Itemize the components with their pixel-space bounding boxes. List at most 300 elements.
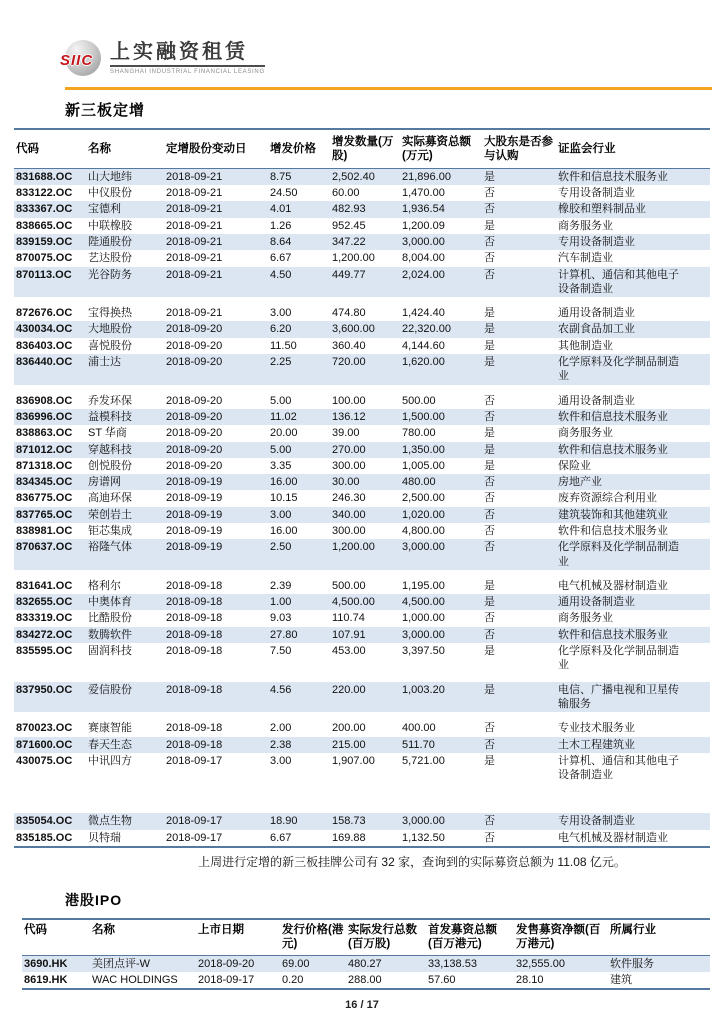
table-cell: 是 (484, 754, 495, 767)
column-header: 定增股份变动日 (164, 129, 268, 168)
table-cell: 480.00 (400, 474, 482, 490)
table-cell: 220.00 (330, 682, 400, 713)
table-cell: 计算机、通信和其他电子设备制造业 (558, 754, 679, 782)
table-cell: 833122.OC (16, 187, 73, 200)
table-cell: 4,144.60 (402, 339, 445, 352)
table-cell: 1,907.00 (332, 754, 375, 767)
table-cell: 16.00 (268, 474, 330, 490)
table-cell: 11.02 (268, 409, 330, 425)
table-cell: 2018-09-20 (164, 321, 268, 337)
table-cell: 格利尔 (88, 579, 121, 592)
table-cell: 5.00 (270, 394, 292, 407)
table-cell: 835185.OC (16, 831, 73, 844)
table-cell: 1,195.00 (402, 579, 445, 592)
table-cell: 839159.OC (14, 234, 86, 250)
table-cell: 169.88 (332, 831, 366, 844)
table-cell: 7.50 (270, 645, 292, 658)
table-cell: 836440.OC (14, 354, 86, 385)
table-cell: 870075.OC (16, 252, 73, 265)
letterhead (60, 38, 710, 90)
table-cell: 是 (482, 442, 556, 458)
table-cell: 专业技术服务业 (558, 722, 635, 735)
table-cell: 4.01 (268, 201, 330, 217)
table-cell: 是 (484, 459, 495, 472)
table-row (14, 474, 710, 490)
table-cell: 4.50 (268, 267, 330, 298)
table-cell: 春天生态 (86, 737, 164, 753)
table-row (14, 490, 710, 506)
table-cell: 2018-09-18 (166, 722, 223, 735)
table-cell: 贝特瑞 (88, 831, 121, 844)
table-cell: 否 (484, 722, 495, 735)
table-cell: 乔发环保 (88, 394, 132, 407)
table-cell: 房地产业 (556, 474, 710, 490)
table-cell: 1,424.40 (402, 307, 445, 320)
table-cell: 4,800.00 (402, 524, 445, 537)
table-cell: WAC HOLDINGS (92, 974, 178, 987)
table-cell: 2.50 (268, 539, 330, 570)
table-cell: 2,024.00 (400, 267, 482, 298)
table-cell: 创悦股份 (88, 459, 132, 472)
table-cell: 720.00 (330, 354, 400, 385)
table-cell: 农副食品加工业 (556, 321, 710, 337)
company-name-block (110, 41, 265, 75)
table-cell: 838981.OC (16, 524, 73, 537)
table-cell: 8.75 (268, 168, 330, 185)
table-cell: 2018-09-19 (164, 539, 268, 570)
table-cell: 软件和信息技术服务业 (556, 409, 710, 425)
spacer-row (14, 783, 710, 813)
column-header: 上市日期 (196, 919, 280, 955)
table-cell: 832655.OC (14, 594, 86, 610)
table-row (14, 425, 710, 441)
table-cell: 24.50 (270, 187, 298, 200)
table-cell: 房谱网 (86, 474, 164, 490)
table-cell: 340.00 (330, 507, 400, 523)
table-cell: 480.27 (346, 955, 426, 972)
table-cell: 871012.OC (14, 442, 86, 458)
table-cell: 2018-09-18 (166, 612, 223, 625)
table-cell: 2018-09-19 (166, 492, 223, 505)
table-cell: 836908.OC (16, 394, 73, 407)
table-row (14, 507, 710, 523)
table-cell: 22,320.00 (400, 321, 482, 337)
table-cell: 电气机械及器材制造业 (558, 831, 668, 844)
table-cell: 831641.OC (16, 579, 73, 592)
table-cell: 60.00 (332, 187, 360, 200)
table-cell: 橡胶和塑料制品业 (556, 201, 710, 217)
placement-table-head (14, 129, 710, 168)
table-cell: 废弃资源综合利用业 (558, 492, 657, 505)
table-cell: 1,500.00 (400, 409, 482, 425)
table-cell: 否 (482, 267, 556, 298)
table-cell: 4.56 (268, 682, 330, 713)
table-row (14, 627, 710, 643)
table-cell: 300.00 (332, 459, 366, 472)
table-cell: 4,500.00 (330, 594, 400, 610)
table-cell: 是 (482, 321, 556, 337)
table-cell: 否 (484, 524, 495, 537)
placement-table (14, 128, 710, 848)
table-cell: 2018-09-20 (196, 955, 280, 972)
table-cell: 赛康智能 (88, 722, 132, 735)
table-cell: 否 (484, 394, 495, 407)
table-cell: 浦士达 (86, 354, 164, 385)
table-cell: 陛通股份 (86, 234, 164, 250)
table-cell: 计算机、通信和其他电子设备制造业 (556, 267, 710, 298)
table-row (14, 813, 710, 829)
table-cell: 870023.OC (16, 722, 73, 735)
table-cell: 836996.OC (14, 409, 86, 425)
table-cell: 2018-09-19 (164, 474, 268, 490)
table-cell: 1,200.09 (402, 219, 445, 232)
table-cell: 136.12 (330, 409, 400, 425)
table-cell: 美团点评-W (90, 955, 196, 972)
table-cell: 微点生物 (86, 813, 164, 829)
table-cell: 是 (484, 427, 495, 440)
table-cell: 158.73 (330, 813, 400, 829)
table-cell: 2.39 (270, 579, 292, 592)
table-cell: 2,502.40 (330, 168, 400, 185)
column-header: 名称 (86, 129, 164, 168)
table-cell: 否 (484, 187, 495, 200)
table-cell: 商务服务业 (558, 427, 613, 440)
table-cell: 870113.OC (14, 267, 86, 298)
table-cell: 商务服务业 (558, 612, 613, 625)
table-cell: 化学原料及化学制品制造业 (556, 539, 710, 570)
table-cell: 2018-09-18 (164, 737, 268, 753)
section-title-placement: 新三板定增 (65, 102, 146, 119)
ipo-table-body (22, 955, 710, 989)
table-cell: 20.00 (270, 427, 298, 440)
table-cell: 3,000.00 (400, 234, 482, 250)
table-cell: 836775.OC (16, 492, 73, 505)
table-cell: 2018-09-21 (164, 201, 268, 217)
table-cell: 33,138.53 (426, 955, 514, 972)
table-cell: ST 华商 (88, 427, 127, 440)
table-row (14, 830, 710, 847)
table-cell: 艺达股份 (88, 252, 132, 265)
table-cell: 288.00 (348, 974, 382, 987)
table-row (22, 955, 710, 972)
table-cell: 8.64 (268, 234, 330, 250)
table-cell: 否 (482, 627, 556, 643)
table-cell: 360.40 (332, 339, 366, 352)
table-cell: 2018-09-21 (166, 252, 223, 265)
column-header: 所属行业 (608, 919, 710, 955)
table-cell: 347.22 (330, 234, 400, 250)
table-cell: 430034.OC (14, 321, 86, 337)
spacer-row (14, 712, 710, 720)
table-row (14, 338, 710, 354)
table-cell: 专用设备制造业 (558, 187, 635, 200)
table-cell: 否 (484, 252, 495, 265)
table-cell: 3.00 (270, 307, 292, 320)
table-cell: 482.93 (330, 201, 400, 217)
table-cell: 3.00 (270, 754, 292, 767)
table-cell: 110.74 (332, 612, 365, 625)
table-cell: 2.38 (268, 737, 330, 753)
table-cell: 5.00 (268, 442, 330, 458)
table-cell: 3,397.50 (402, 645, 445, 658)
company-name-cn: 上实融资租赁 (110, 41, 265, 67)
table-cell: 大地股份 (86, 321, 164, 337)
table-cell: 2018-09-17 (166, 831, 223, 844)
table-cell: 爱信股份 (86, 682, 164, 713)
table-cell: 3690.HK (22, 955, 90, 972)
table-cell: 1.26 (270, 219, 292, 232)
table-cell: 27.80 (268, 627, 330, 643)
ipo-table-head (22, 919, 710, 955)
table-cell: 871600.OC (14, 737, 86, 753)
table-cell: 833367.OC (14, 201, 86, 217)
table-cell: 69.00 (280, 955, 346, 972)
table-row (14, 267, 710, 298)
table-cell: 39.00 (332, 427, 360, 440)
table-cell: 软件和信息技术服务业 (558, 524, 668, 537)
table-cell: 30.00 (330, 474, 400, 490)
table-cell: 数腾软件 (86, 627, 164, 643)
table-cell: 山大地纬 (86, 168, 164, 185)
table-cell: 2018-09-20 (166, 394, 223, 407)
table-cell: 2,500.00 (402, 492, 445, 505)
table-row (14, 643, 710, 674)
table-cell: 宝德利 (86, 201, 164, 217)
table-cell: 16.00 (270, 524, 298, 537)
table-cell: 软件和信息技术服务业 (556, 627, 710, 643)
table-cell: 汽车制造业 (558, 252, 613, 265)
table-cell: 400.00 (402, 722, 436, 735)
column-header: 大股东是否参与认购 (482, 129, 556, 168)
table-cell: 3.00 (268, 507, 330, 523)
table-row (14, 218, 710, 234)
table-cell: 474.80 (332, 307, 366, 320)
table-row (14, 682, 710, 713)
table-cell: 否 (482, 539, 556, 570)
column-header: 首发募资总额(百万港元) (426, 919, 514, 955)
table-cell: 否 (482, 813, 556, 829)
table-row (14, 753, 710, 784)
table-row (14, 578, 710, 594)
spacer-row (14, 674, 710, 682)
table-cell: 2018-09-18 (166, 579, 223, 592)
table-cell: 软件和信息技术服务业 (556, 442, 710, 458)
table-cell: 其他制造业 (558, 339, 613, 352)
table-cell: 1,000.00 (402, 612, 445, 625)
table-cell: 中联橡胶 (88, 219, 132, 232)
table-cell: 商务服务业 (558, 219, 613, 232)
column-header: 证监会行业 (556, 129, 710, 168)
table-cell: 2018-09-21 (164, 267, 268, 298)
table-cell: 18.90 (268, 813, 330, 829)
table-cell: 土木工程建筑业 (556, 737, 710, 753)
table-cell: 1,005.00 (402, 459, 445, 472)
table-cell: 是 (484, 579, 495, 592)
table-cell: 835054.OC (14, 813, 86, 829)
table-cell: 否 (484, 831, 495, 844)
table-row (14, 393, 710, 409)
table-cell: 2018-09-20 (164, 442, 268, 458)
table-cell: 专用设备制造业 (556, 813, 710, 829)
table-cell: 2018-09-21 (166, 187, 223, 200)
table-cell: 1,200.00 (330, 539, 400, 570)
column-header: 代码 (22, 919, 90, 955)
table-cell: 是 (484, 307, 495, 320)
table-cell: 是 (482, 682, 556, 713)
table-cell: 否 (484, 492, 495, 505)
table-cell: 否 (482, 201, 556, 217)
table-cell: 是 (484, 339, 495, 352)
table-cell: 裕隆气体 (86, 539, 164, 570)
table-row (14, 185, 710, 201)
table-cell: 喜悦股份 (88, 339, 132, 352)
table-cell: 1,020.00 (400, 507, 482, 523)
table-cell: 2018-09-21 (164, 234, 268, 250)
siic-globe-icon (60, 40, 101, 76)
table-cell: 10.15 (270, 492, 298, 505)
table-cell: 107.91 (330, 627, 400, 643)
table-cell: 高迪环保 (88, 492, 132, 505)
table-row (14, 305, 710, 321)
table-cell: 834345.OC (14, 474, 86, 490)
table-cell: 3,000.00 (400, 627, 482, 643)
table-cell: 通用设备制造业 (556, 594, 710, 610)
table-cell: 2018-09-21 (166, 219, 223, 232)
table-cell: 833319.OC (16, 612, 73, 625)
table-row (14, 720, 710, 736)
column-header: 代码 (14, 129, 86, 168)
table-cell: 500.00 (332, 579, 366, 592)
table-cell: 3,600.00 (330, 321, 400, 337)
table-cell: 2.00 (270, 722, 292, 735)
table-cell: 中讯四方 (88, 754, 132, 767)
table-cell: 否 (482, 737, 556, 753)
table-cell: 中奥体育 (86, 594, 164, 610)
table-cell: 2018-09-20 (166, 459, 223, 472)
table-cell: 钜芯集成 (88, 524, 132, 537)
table-row (14, 523, 710, 539)
column-header: 增发价格 (268, 129, 330, 168)
table-cell: 化学原料及化学制品制造业 (558, 645, 679, 672)
company-name-en: SHANGHAI INDUSTRIAL FINANCIAL LEASING (110, 69, 265, 75)
table-cell: 871318.OC (16, 459, 73, 472)
page-number: 16 / 17 (345, 999, 379, 1012)
header-row (22, 919, 710, 955)
table-row (14, 737, 710, 753)
table-cell: 200.00 (332, 722, 366, 735)
table-cell: 870637.OC (14, 539, 86, 570)
table-cell: 2018-09-17 (164, 813, 268, 829)
table-cell: 835595.OC (16, 645, 73, 658)
table-cell: 是 (482, 594, 556, 610)
table-cell: 否 (482, 234, 556, 250)
table-cell: 1,200.00 (332, 252, 375, 265)
table-cell: 2018-09-18 (164, 682, 268, 713)
table-cell: 宝得换热 (88, 307, 132, 320)
siic-wordmark: SIIC (60, 52, 94, 69)
table-cell: 3.35 (270, 459, 292, 472)
spacer-row (14, 385, 710, 393)
table-cell: 2018-09-17 (198, 974, 255, 987)
table-cell: 专用设备制造业 (556, 234, 710, 250)
table-cell: 2018-09-18 (164, 627, 268, 643)
table-row (14, 250, 710, 266)
table-row (14, 409, 710, 425)
column-header: 实际发行总数(百万股) (346, 919, 426, 955)
table-cell: 872676.OC (16, 307, 73, 320)
table-cell: 1,003.20 (400, 682, 482, 713)
table-cell: 511.70 (400, 737, 482, 753)
table-cell: 270.00 (330, 442, 400, 458)
table-cell: 9.03 (270, 612, 292, 625)
table-cell: 光谷防务 (86, 267, 164, 298)
table-cell: 4,500.00 (400, 594, 482, 610)
table-cell: 通用设备制造业 (558, 307, 635, 320)
header-divider-rule (65, 87, 712, 90)
table-cell: 否 (484, 612, 495, 625)
table-cell: 1,132.50 (402, 831, 445, 844)
table-cell: 电气机械及器材制造业 (558, 579, 668, 592)
table-cell: 57.60 (428, 974, 456, 987)
table-cell: 2018-09-21 (164, 168, 268, 185)
table-cell: 1.00 (268, 594, 330, 610)
table-cell: 软件和信息技术服务业 (556, 168, 710, 185)
table-cell: 2018-09-20 (166, 427, 223, 440)
company-logo (60, 38, 710, 78)
table-cell: 780.00 (402, 427, 436, 440)
table-cell: 1,936.54 (400, 201, 482, 217)
table-cell: 838863.OC (16, 427, 73, 440)
ipo-table (22, 918, 710, 990)
table-cell: 3,000.00 (400, 813, 482, 829)
table-row (14, 594, 710, 610)
table-cell: 是 (484, 219, 495, 232)
table-cell: 1,620.00 (400, 354, 482, 385)
table-cell: 通用设备制造业 (558, 394, 635, 407)
table-cell: 21,896.00 (400, 168, 482, 185)
table-cell: 837765.OC (14, 507, 86, 523)
spacer-row (14, 297, 710, 305)
table-cell: 2018-09-20 (164, 354, 268, 385)
table-cell: 化学原料及化学制品制造业 (556, 354, 710, 385)
table-cell: 6.20 (268, 321, 330, 337)
column-header: 增发数量(万股) (330, 129, 400, 168)
table-row (14, 610, 710, 626)
table-cell: 838665.OC (16, 219, 73, 232)
table-cell: 453.00 (332, 645, 366, 658)
spacer-row (14, 570, 710, 578)
column-header: 名称 (90, 919, 196, 955)
table-cell: 6.67 (270, 831, 292, 844)
table-cell: 32,555.00 (514, 955, 608, 972)
table-cell: 固润科技 (88, 645, 132, 658)
table-row (14, 539, 710, 570)
table-cell: 449.77 (330, 267, 400, 298)
table-row (14, 354, 710, 385)
table-cell: 1,470.00 (402, 187, 445, 200)
table-cell: 2018-09-20 (166, 339, 223, 352)
table-cell: 2018-09-21 (166, 307, 223, 320)
table-cell: 2018-09-20 (164, 409, 268, 425)
table-cell: 834272.OC (14, 627, 86, 643)
table-cell: 电信、广播电视和卫星传输服务 (556, 682, 710, 713)
table-cell: 837950.OC (14, 682, 86, 713)
table-cell: 比酷股份 (88, 612, 132, 625)
table-cell: 2018-09-19 (166, 524, 223, 537)
table-cell: 是 (482, 168, 556, 185)
placement-table-body (14, 168, 710, 847)
table-row (14, 168, 710, 185)
